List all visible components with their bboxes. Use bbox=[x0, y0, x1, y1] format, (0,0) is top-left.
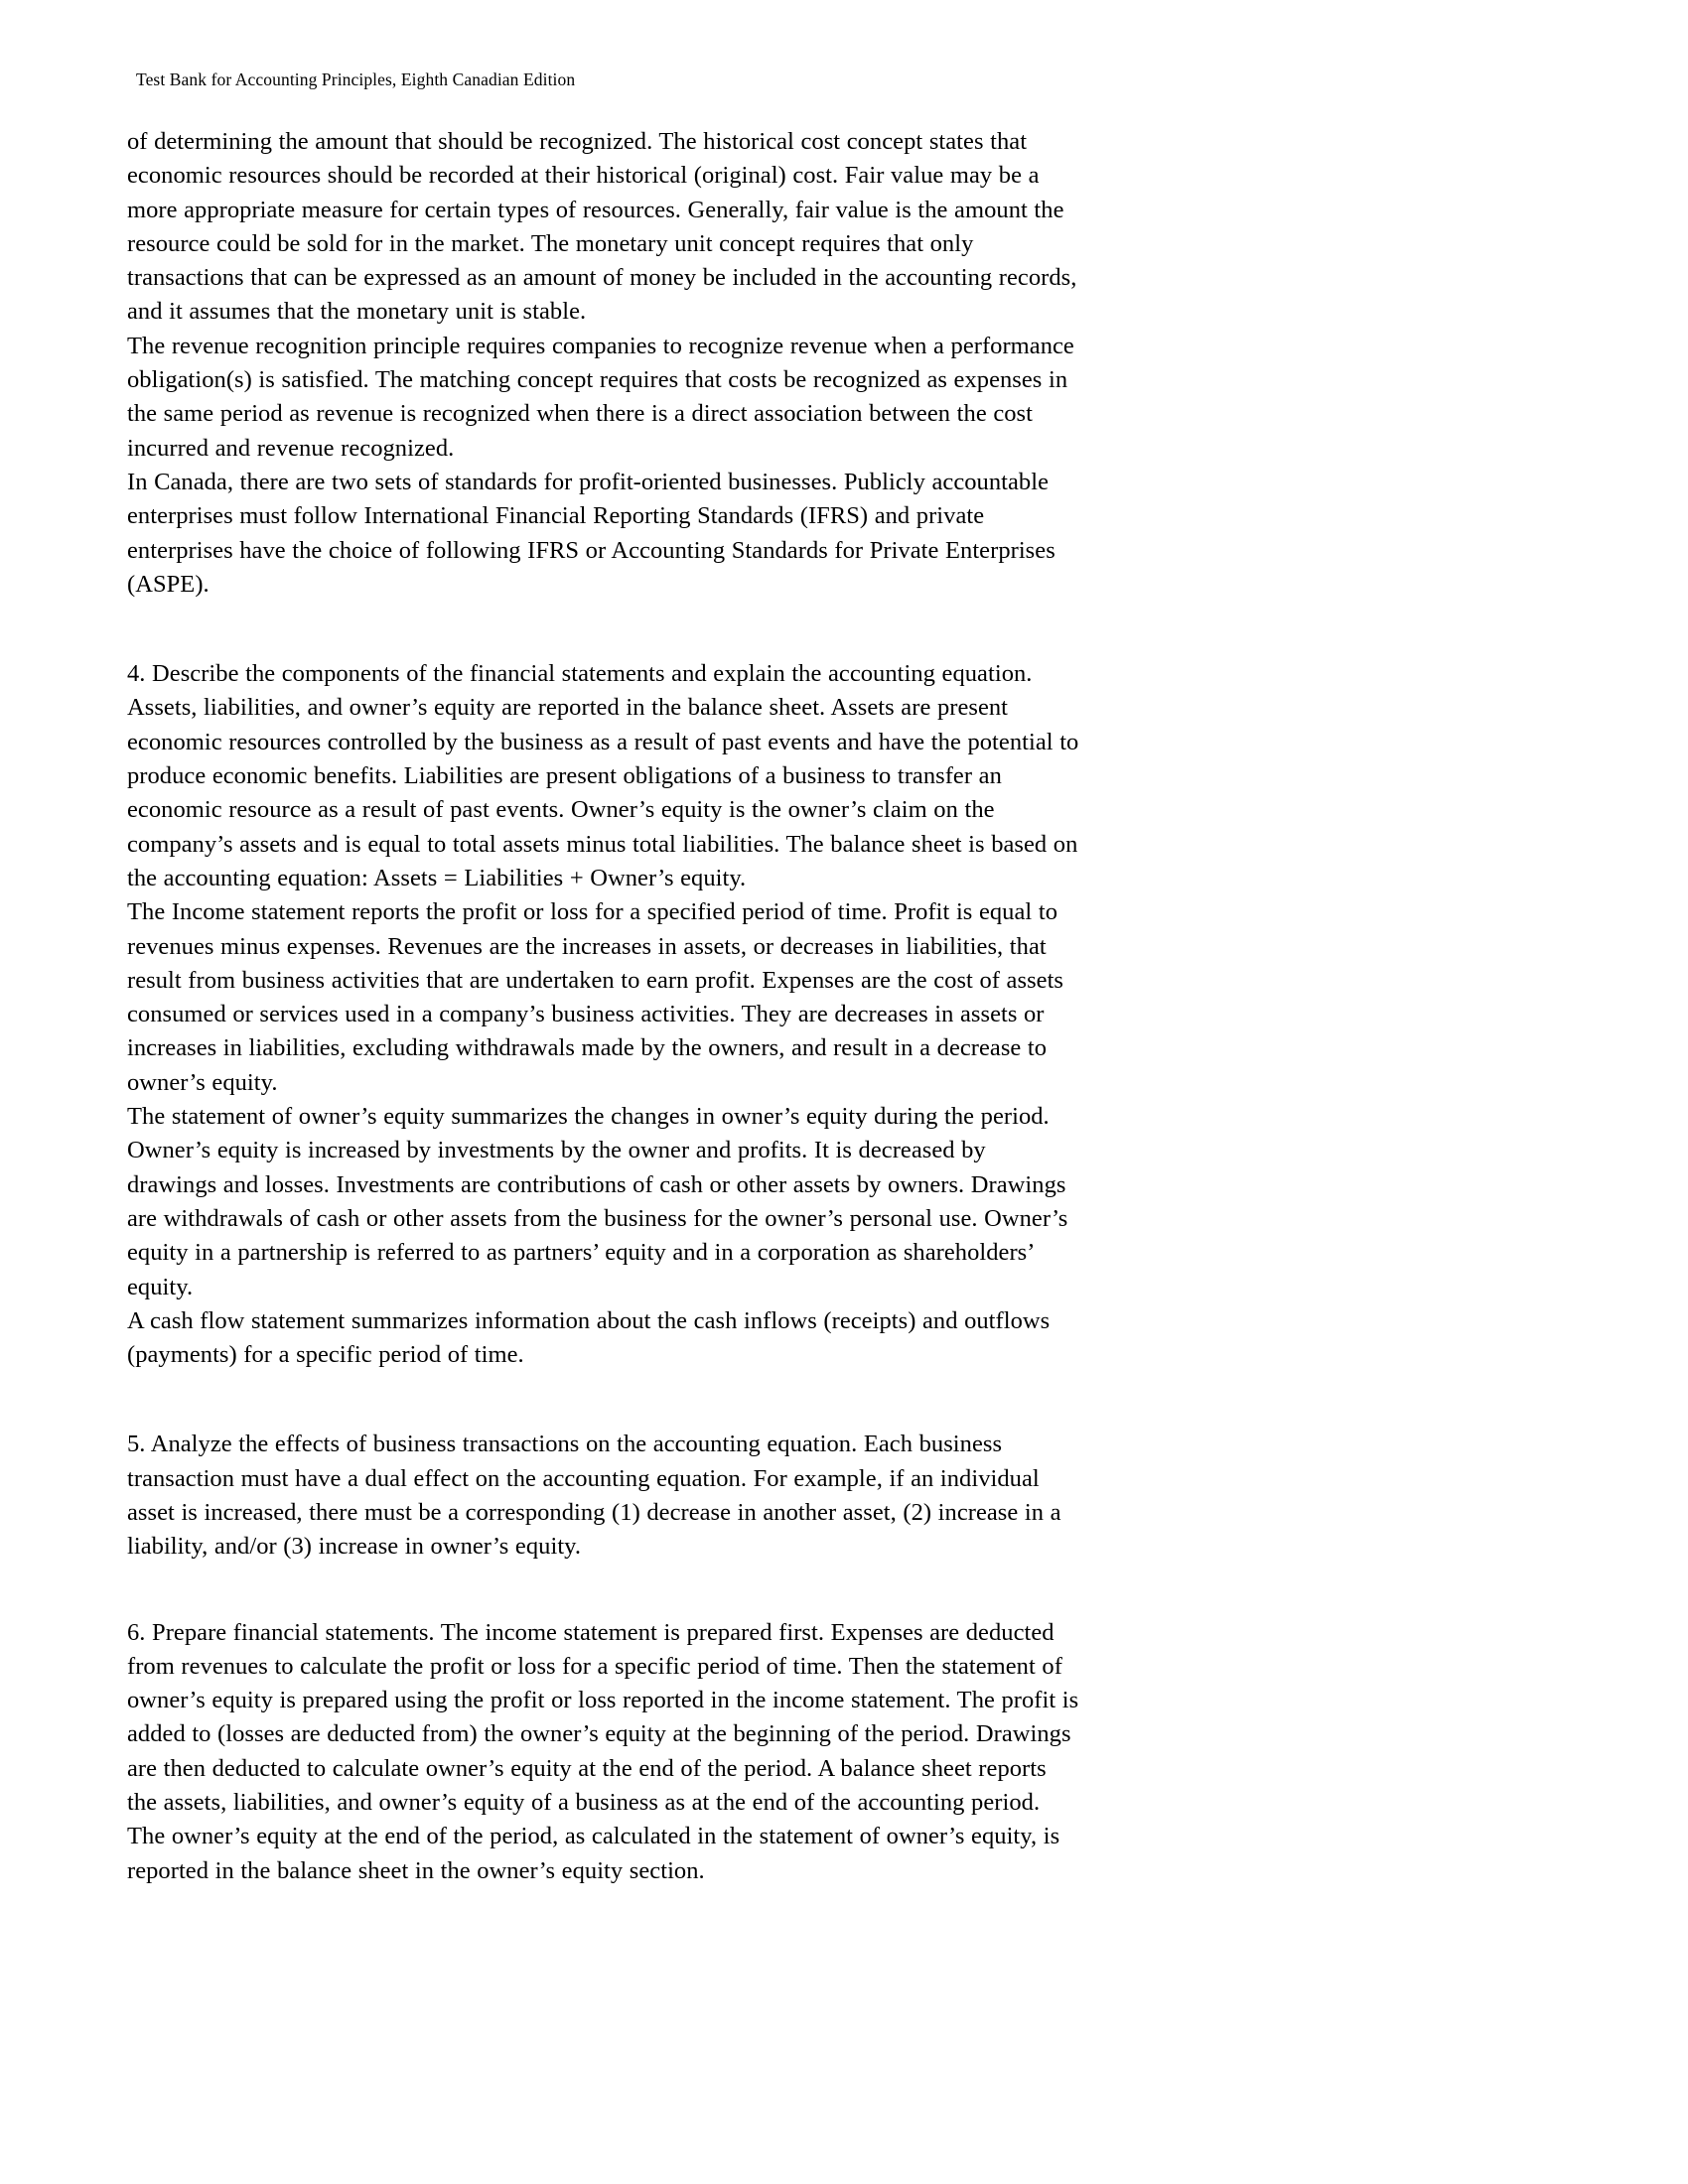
paragraph: 6. Prepare financial statements. The income statement is prepared first. Expenses are deducted from revenues to calculate the profit or loss for a specific period of time. Then the statement of owner’s equity is prepared using the profit or loss reported in the income statement. The profit is added to (losses are deducted from) the owner’s equity at the beginning of the period. Drawings are then deducted to calculate owner’s equity at the end of the period. A balance sheet reports the assets, liabilities, and owner’s equity of a business as at the end of the accounting period. The owner’s equity at the end of the period, as calculated in the statement of owner’s equity, is reported in the balance sheet in the owner’s equity section. bbox=[127, 1618, 1079, 1884]
paragraph: The Income statement reports the profit or loss for a specified period of time. Profit is equal to revenues minus expenses. Revenues are the increases in assets, or decreases in liabilities, that result from business activities that are undertaken to earn profit. Expenses are the cost of assets consumed or services used in a company’s business activities. They are decreases in assets or increases in liabilities, excluding withdrawals made by the owners, and result in a decrease to owner’s equity. bbox=[127, 898, 1064, 1096]
paragraph: The statement of owner’s equity summarizes the changes in owner’s equity during the period. Owner’s equity is increased by investments by the owner and profits. It is decreased by drawings and losses. Investments are contributions of cash or other assets by owners. Drawings are withdrawals of cash or other assets from the business for the owner’s personal use. Owner’s equity in a partnership is referred to as partners’ equity and in a corporation as shareholders’ equity. bbox=[127, 1103, 1068, 1300]
paragraph: 5. Analyze the effects of business transactions on the accounting equation. Each business transaction must have a dual effect on the accounting equation. For example, if an individual asset is increased, there must be a corresponding (1) decrease in another asset, (2) increase in a liability, and/or (3) increase in owner’s equity. bbox=[127, 1431, 1061, 1561]
section-spacer bbox=[127, 1565, 1080, 1616]
paragraph: The revenue recognition principle requires companies to recognize revenue when a performance obligation(s) is satisfied. The matching concept requires that costs be recognized as expenses in the same period as revenue is recognized when there is a direct association between the cost incurred and revenue recognized. bbox=[127, 332, 1074, 462]
section-spacer bbox=[127, 602, 1080, 657]
section-continued bbox=[127, 125, 1080, 602]
document-body bbox=[127, 125, 1080, 1888]
section-6 bbox=[127, 1616, 1080, 1888]
paragraph: In Canada, there are two sets of standards for profit-oriented businesses. Publicly accountable enterprises must follow International Financial Reporting Standards (IFRS) and private enterprises have the choice of following IFRS or Accounting Standards for Private Enterprises (ASPE). bbox=[127, 468, 1055, 598]
section-spacer bbox=[127, 1372, 1080, 1428]
paragraph: 4. Describe the components of the financial statements and explain the accounting equation. Assets, liabilities, and owner’s equity are reported in the balance sheet. Assets are present economic resources controlled by the business as a result of past events and have the potential to produce economic benefits. Liabilities are present obligations of a business to transfer an economic resource as a result of past events. Owner’s equity is the owner’s claim on the company’s assets and is equal to total assets minus total liabilities. The balance sheet is based on the accounting equation: Assets = Liabilities + Owner’s equity. bbox=[127, 660, 1079, 891]
section-5 bbox=[127, 1428, 1080, 1564]
section-4 bbox=[127, 657, 1080, 1372]
paragraph: A cash flow statement summarizes information about the cash inflows (receipts) and outflows (payments) for a specific period of time. bbox=[127, 1306, 1051, 1369]
paragraph: of determining the amount that should be recognized. The historical cost concept states that economic resources should be recorded at their historical (original) cost. Fair value may be a more appropriate measure for certain types of resources. Generally, fair value is the amount the resource could be sold for in the market. The monetary unit concept requires that only transactions that can be expressed as an amount of money be included in the accounting records, and it assumes that the monetary unit is stable. bbox=[127, 128, 1077, 326]
page-header: Test Bank for Accounting Principles, Eighth Canadian Edition bbox=[136, 69, 576, 89]
